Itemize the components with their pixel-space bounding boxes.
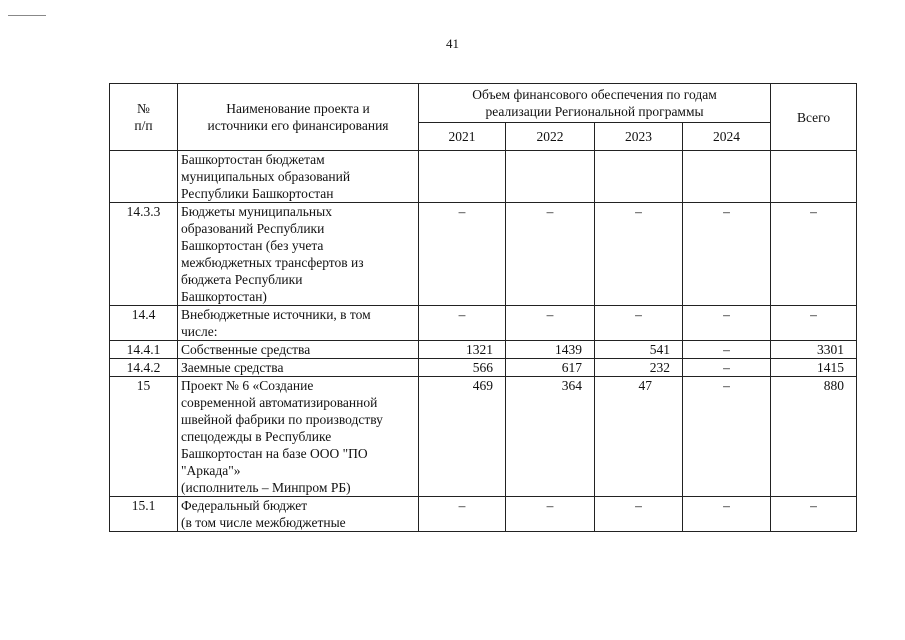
value-2023: – [595,497,683,532]
row-number: 15.1 [110,497,178,532]
header-total: Всего [771,84,857,151]
header-volume: Объем финансового обеспечения по годам реализации Региональной программы [419,84,771,123]
value-2024: – [683,341,771,359]
value-2022: – [506,203,595,306]
value-2024: – [683,306,771,341]
value-total: 880 [771,377,857,497]
table-row [110,497,857,532]
row-name: Заемные средства [178,359,419,377]
value-2021: – [419,203,506,306]
value-2021 [419,151,506,203]
header-no: № п/п [110,84,178,151]
row-number: 14.4.2 [110,359,178,377]
row-name: Внебюджетные источники, в том числе: [178,306,419,341]
value-2023: – [595,203,683,306]
table-row [110,377,857,497]
row-name: Бюджеты муниципальных образований Республики Башкортостан (без учета межбюджетных трансфертов из бюджета Республики Башкортостан) [178,203,419,306]
header-year-2024: 2024 [683,123,771,151]
value-2022: 1439 [506,341,595,359]
value-2022: – [506,497,595,532]
table-row [110,306,857,341]
value-2023 [595,151,683,203]
header-name: Наименование проекта и источники его финансирования [178,84,419,151]
value-2024: – [683,497,771,532]
value-total: 1415 [771,359,857,377]
value-total: – [771,497,857,532]
table-row [110,203,857,306]
page-number: 41 [446,36,459,51]
value-2021: – [419,497,506,532]
row-name: Собственные средства [178,341,419,359]
row-number: 15 [110,377,178,497]
row-number: 14.3.3 [110,203,178,306]
value-2023: 232 [595,359,683,377]
value-2021: – [419,306,506,341]
value-2021: 469 [419,377,506,497]
row-number: 14.4.1 [110,341,178,359]
financing-table [109,83,857,532]
table-row [110,151,857,203]
header-year-2022: 2022 [506,123,595,151]
row-number: 14.4 [110,306,178,341]
row-number [110,151,178,203]
value-2022 [506,151,595,203]
value-2024: – [683,203,771,306]
value-2024: – [683,359,771,377]
value-total: 3301 [771,341,857,359]
value-2023: 47 [595,377,683,497]
header-year-2021: 2021 [419,123,506,151]
table-row [110,359,857,377]
corner-mark [8,15,46,16]
value-total: – [771,306,857,341]
value-2022: 364 [506,377,595,497]
value-total: – [771,203,857,306]
row-name: Проект № 6 «Создание современной автоматизированной швейной фабрики по производству спецодежды в Республике Башкортостан на базе ООО "ПО "Аркада"» (исполнитель – Минпром РБ) [178,377,419,497]
row-name: Башкортостан бюджетам муниципальных образований Республики Башкортостан [178,151,419,203]
value-2021: 1321 [419,341,506,359]
row-name: Федеральный бюджет (в том числе межбюджетные [178,497,419,532]
value-2023: – [595,306,683,341]
value-2024: – [683,377,771,497]
value-2024 [683,151,771,203]
value-total [771,151,857,203]
value-2022: 617 [506,359,595,377]
table-row [110,341,857,359]
value-2022: – [506,306,595,341]
header-year-2023: 2023 [595,123,683,151]
value-2021: 566 [419,359,506,377]
value-2023: 541 [595,341,683,359]
